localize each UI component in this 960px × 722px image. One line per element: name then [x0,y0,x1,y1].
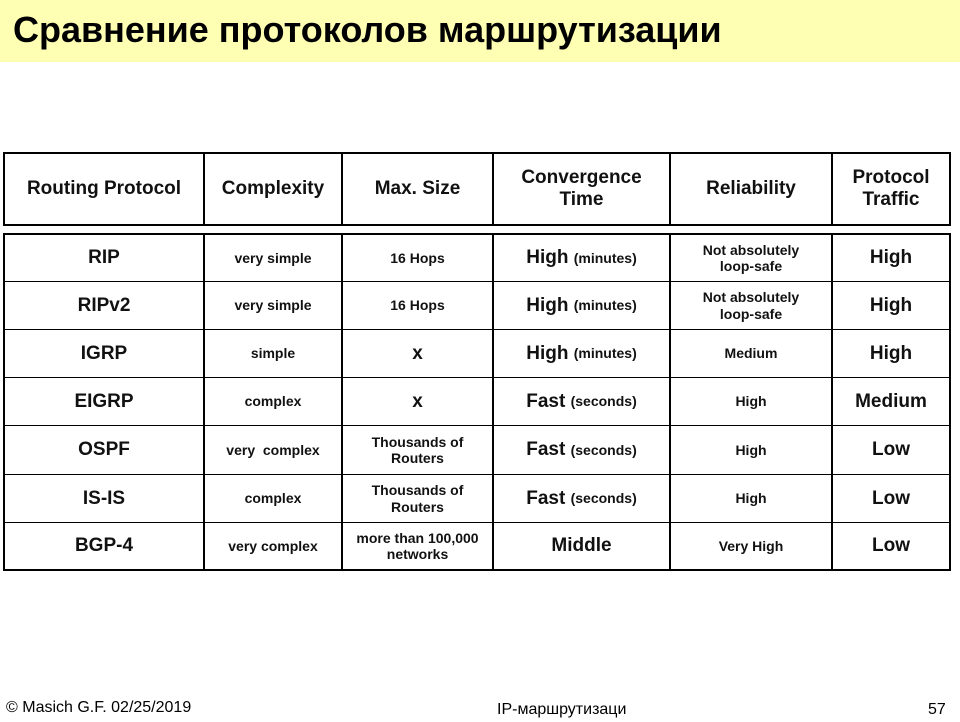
cell-traffic: Medium [855,390,927,412]
cell-reliability: Not absolutely loop-safe [702,241,800,274]
slide-title: Сравнение протоколов маршрутизации [13,9,722,50]
footer-copyright: © Masich G.F. 02/25/2019 [6,699,192,716]
cell-convergence [494,475,669,522]
convergence-unit: (minutes) [573,345,637,362]
cell-reliability: Not absolutely loop-safe [702,289,800,322]
cell-protocol: EIGRP [74,390,134,412]
cell-convergence [494,378,669,425]
cell-reliability: High [735,393,767,410]
cell-reliability: High [735,490,767,507]
convergence-value: Fast [526,390,566,412]
header-reliability: Reliability [706,178,796,200]
cell-traffic: Low [872,439,910,461]
cell-protocol: BGP-4 [74,535,134,557]
cell-protocol: RIPv2 [77,294,131,316]
cell-convergence [494,282,669,329]
cell-max-size: x [412,342,423,364]
convergence-unit: (seconds) [570,393,637,410]
cell-convergence [494,235,669,281]
cell-complexity: complex [244,490,302,507]
convergence-unit: (seconds) [570,490,637,507]
convergence-unit: (minutes) [573,249,637,266]
convergence-value: Fast [526,487,566,509]
cell-complexity: complex [244,393,302,410]
cell-max-size: 16 Hops [390,297,445,314]
cell-max-size: 16 Hops [390,249,445,266]
cell-traffic: High [869,294,913,316]
cell-complexity: simple [250,345,296,362]
cell-protocol: OSPF [78,439,130,461]
cell-reliability: Very High [718,537,784,554]
title-bar [0,0,960,62]
cell-protocol: RIP [88,247,120,269]
header-protocol-traffic: Protocol Traffic [852,167,930,210]
cell-complexity: very simple [234,249,312,266]
cell-reliability: High [735,441,767,458]
header-routing-protocol: Routing Protocol [26,178,182,200]
slide-footer [0,696,960,720]
cell-protocol: IS-IS [82,487,126,509]
cell-complexity: very complex [228,537,318,554]
cell-reliability: Medium [724,345,778,362]
header-complexity: Complexity [221,178,325,200]
convergence-unit: (seconds) [570,441,637,458]
cell-max-size: x [412,390,423,412]
cell-traffic: High [869,342,913,364]
footer-title: IP-маршрутизаци [497,701,627,718]
header-max-size: Max. Size [374,178,461,200]
cell-complexity: very complex [226,441,320,458]
convergence-value: Fast [526,439,566,461]
cell-max-size: more than 100,000 networks [356,529,479,562]
convergence-unit: (minutes) [573,297,637,314]
header-convergence-time: Convergence Time [521,167,642,210]
convergence-value: High [526,247,569,269]
cell-convergence [494,523,669,569]
convergence-value: Middle [551,535,612,557]
convergence-value: High [526,294,569,316]
cell-traffic: Low [872,535,910,557]
cell-complexity: very simple [234,297,312,314]
cell-traffic: Low [872,487,910,509]
cell-convergence [494,426,669,474]
cell-max-size: Thousands of Routers [371,482,464,515]
cell-convergence [494,330,669,377]
page-number: 57 [928,701,946,718]
convergence-value: High [526,342,569,364]
cell-protocol: IGRP [80,342,128,364]
cell-max-size: Thousands of Routers [371,433,464,466]
cell-traffic: High [869,247,913,269]
